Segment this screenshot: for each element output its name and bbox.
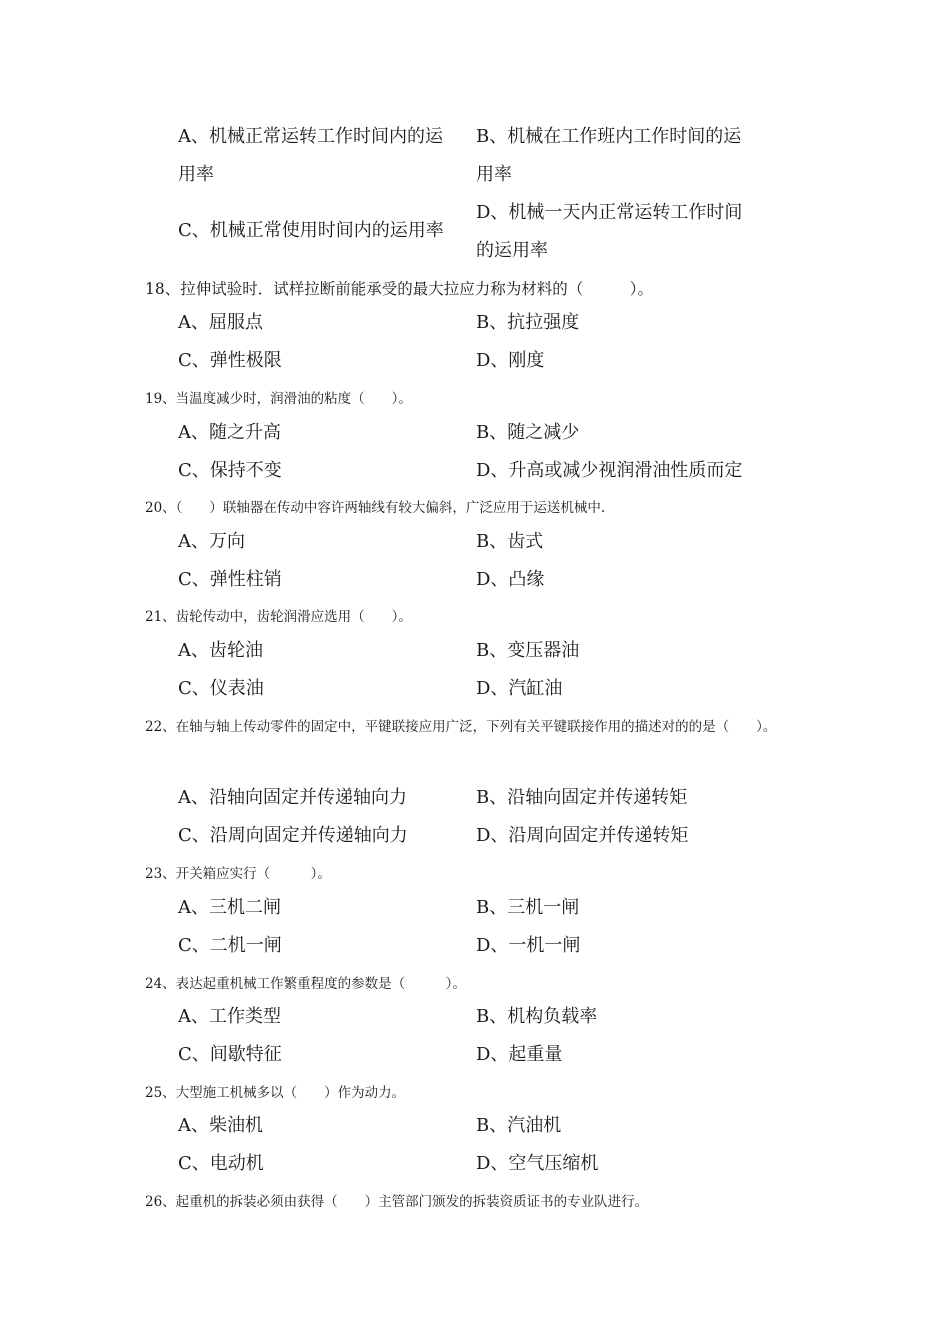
q22-option-d: D、沿周向固定并传递转矩 [476, 825, 689, 846]
q19-option-a: A、随之升高 [178, 422, 281, 443]
q20-option-d: D、凸缘 [476, 569, 545, 590]
question-19: 19、当温度减少时，润滑油的粘度（ ）。 [145, 391, 412, 407]
q17-option-a: A、机械正常运转工作时间内的运用率 [178, 126, 443, 185]
q24-option-a: A、工作类型 [178, 1006, 281, 1027]
question-18: 18、拉伸试验时．试样拉断前能承受的最大拉应力称为材料的（ ）。 [145, 280, 653, 298]
q18-option-a: A、屈服点 [178, 312, 263, 333]
q21-option-c: C、仪表油 [178, 678, 264, 699]
q20-option-a: A、万向 [178, 531, 245, 552]
q23-option-a: A、三机二闸 [178, 897, 281, 918]
q20-option-c: C、弹性柱销 [178, 569, 282, 590]
q21-option-b: B、变压器油 [476, 640, 580, 661]
q21-option-d: D、汽缸油 [476, 678, 563, 699]
q23-option-d: D、一机一闸 [476, 935, 581, 956]
q25-option-b: B、汽油机 [476, 1115, 562, 1136]
q24-option-c: C、间歇特征 [178, 1044, 282, 1065]
q18-option-c: C、弹性极限 [178, 350, 282, 371]
q25-option-a: A、柴油机 [178, 1115, 263, 1136]
q18-option-b: B、抗拉强度 [476, 312, 580, 333]
q24-option-b: B、机构负载率 [476, 1006, 598, 1027]
q21-option-a: A、齿轮油 [178, 640, 263, 661]
q19-option-c: C、保持不变 [178, 460, 282, 481]
question-22: 22、在轴与轴上传动零件的固定中，平键联接应用广泛，下列有关平键联接作用的描述对的的是（ ）。 [145, 719, 777, 735]
question-23: 23、开关箱应实行（ ）。 [145, 866, 331, 882]
q22-option-c: C、沿周向固定并传递轴向力 [178, 825, 408, 846]
question-21: 21、齿轮传动中，齿轮润滑应选用（ ）。 [145, 609, 412, 625]
q19-option-d: D、升高或减少视润滑油性质而定 [476, 460, 743, 481]
q22-option-a: A、沿轴向固定并传递轴向力 [178, 787, 407, 808]
q22-option-b: B、沿轴向固定并传递转矩 [476, 787, 688, 808]
q18-option-d: D、刚度 [476, 350, 545, 371]
q17-option-b: B、机械在工作班内工作时间的运用率 [476, 126, 742, 185]
q24-option-d: D、起重量 [476, 1044, 563, 1065]
q25-option-c: C、电动机 [178, 1153, 264, 1174]
q23-option-b: B、三机一闸 [476, 897, 580, 918]
question-20: 20、（ ）联轴器在传动中容许两轴线有较大偏斜，广泛应用于运送机械中. [145, 500, 606, 516]
q19-option-b: B、随之减少 [476, 422, 580, 443]
q23-option-c: C、二机一闸 [178, 935, 282, 956]
q17-option-c: C、机械正常使用时间内的运用率 [178, 220, 444, 241]
q20-option-b: B、齿式 [476, 531, 544, 552]
q17-option-d: D、机械一天内正常运转工作时间的运用率 [476, 202, 743, 261]
question-24: 24、表达起重机械工作繁重程度的参数是（ ）。 [145, 976, 466, 992]
question-25: 25、大型施工机械多以（ ）作为动力。 [145, 1085, 406, 1101]
q25-option-d: D、空气压缩机 [476, 1153, 599, 1174]
question-26: 26、起重机的拆装必须由获得（ ）主管部门颁发的拆装资质证书的专业队进行。 [145, 1194, 649, 1210]
